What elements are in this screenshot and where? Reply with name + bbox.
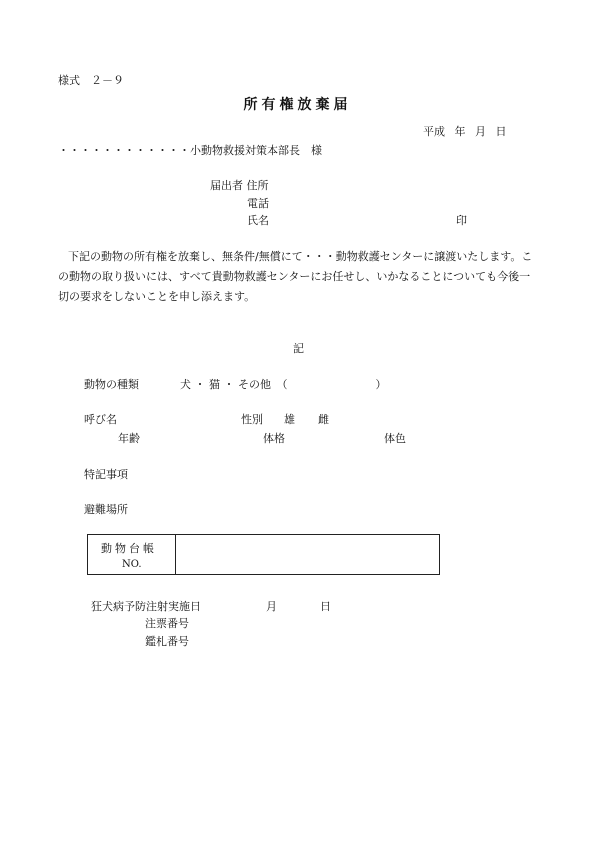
date-line: 平成 年 月 日 <box>423 125 507 138</box>
age-label: 年齢 <box>118 432 140 445</box>
form-number: 様式 ２－９ <box>58 74 124 87</box>
ledger-label: 動物台帳 <box>101 542 157 555</box>
applicant-address-label: 届出者 住所 <box>210 179 269 192</box>
document-title: 所有権放棄届 <box>243 97 352 113</box>
ledger-divider <box>175 535 176 574</box>
addressee: ・・・・・・・・・・・・小動物救援対策本部長 様 <box>58 144 322 157</box>
ki-heading: 記 <box>293 342 304 355</box>
ledger-no-label: NO. <box>122 559 142 570</box>
ticket-number-label: 注票番号 <box>145 617 189 630</box>
declaration-text: 下記の動物の所有権を放棄し、無条件/無償にて・・・動物救護センターに譲渡いたします。この動物の取り扱いには、すべて貴動物救護センターにお任せし、いかなることについても今後一切の要求をしないことを申し添えます。 <box>58 250 533 303</box>
sex-label: 性別 <box>241 413 263 426</box>
species-label: 動物の種類 <box>84 378 139 391</box>
rabies-day: 日 <box>320 600 331 613</box>
build-label: 体格 <box>263 432 285 445</box>
ledger-table <box>87 534 440 575</box>
color-label: 体色 <box>384 432 406 445</box>
shelter-label: 避難場所 <box>84 503 128 516</box>
name-label: 氏名 <box>247 214 269 227</box>
rabies-date-label: 狂犬病予防注射実施日 <box>91 600 201 613</box>
sex-male: 雄 <box>284 413 295 426</box>
phone-label: 電話 <box>247 197 269 210</box>
rabies-month: 月 <box>266 600 277 613</box>
callname-label: 呼び名 <box>84 413 117 426</box>
sex-female: 雌 <box>318 413 329 426</box>
notes-label: 特記事項 <box>84 468 128 481</box>
species-options: 犬 ・ 猫 ・ その他 （ ） <box>180 378 387 391</box>
tag-number-label: 鑑札番号 <box>145 635 189 648</box>
seal-mark: 印 <box>456 214 467 227</box>
